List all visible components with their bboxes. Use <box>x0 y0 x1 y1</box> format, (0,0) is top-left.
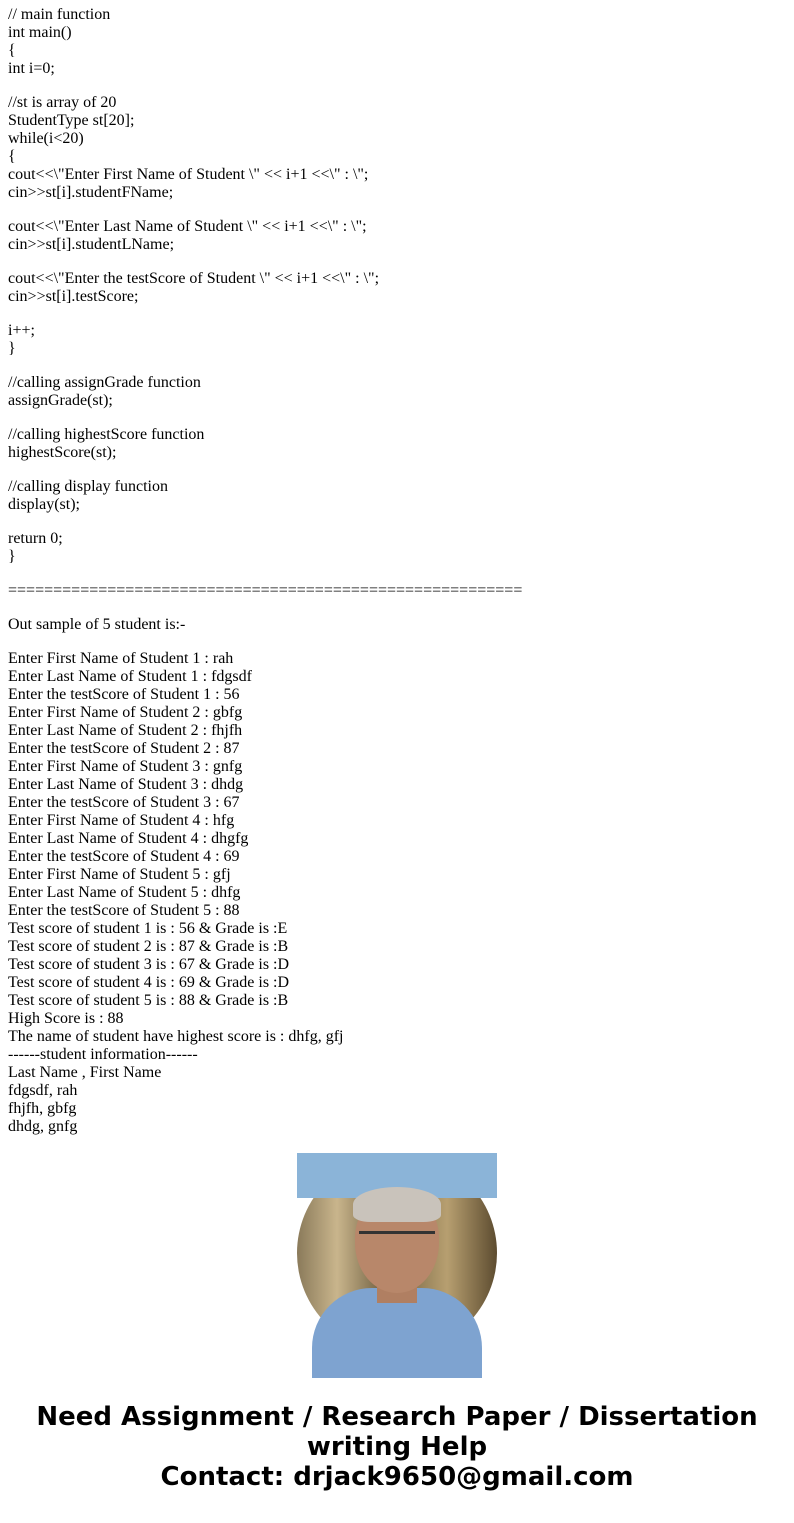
text-line: Enter First Name of Student 2 : gbfg <box>8 704 243 721</box>
paragraph <box>8 218 788 254</box>
text-line: i++; <box>8 322 35 339</box>
text-line: Test score of student 2 is : 87 & Grade is :B <box>8 938 289 955</box>
text-line: Test score of student 5 is : 88 & Grade is :B <box>8 992 289 1009</box>
text-line: Enter Last Name of Student 3 : dhdg <box>8 776 244 793</box>
text-line: ========================================================= <box>8 582 523 599</box>
document-text <box>8 6 788 1135</box>
paragraph <box>8 650 788 1136</box>
text-line: } <box>8 340 16 357</box>
text-line: { <box>8 148 16 165</box>
text-line: The name of student have highest score is : dhfg, gfj <box>8 1028 344 1045</box>
text-line: display(st); <box>8 496 80 513</box>
text-line: Test score of student 4 is : 69 & Grade is :D <box>8 974 290 991</box>
text-line: Enter Last Name of Student 2 : fhjfh <box>8 722 243 739</box>
text-line: //st is array of 20 <box>8 94 117 111</box>
text-line: fhjfh, gbfg <box>8 1100 77 1117</box>
text-line: Enter First Name of Student 5 : gfj <box>8 866 231 883</box>
text-line: { <box>8 42 16 59</box>
paragraph <box>8 270 788 306</box>
text-line: Enter Last Name of Student 5 : dhfg <box>8 884 241 901</box>
text-line: cin>>st[i].studentLName; <box>8 236 175 253</box>
text-line: Enter First Name of Student 1 : rah <box>8 650 234 667</box>
banner-line-2: writing Help <box>306 1432 488 1462</box>
text-line: cin>>st[i].testScore; <box>8 288 139 305</box>
text-line: cout<<\"Enter Last Name of Student \" << i+1 <<\" : \"; <box>8 218 367 235</box>
text-line: Enter Last Name of Student 4 : dhgfg <box>8 830 249 847</box>
text-line: highestScore(st); <box>8 444 117 461</box>
text-line: Last Name , First Name <box>8 1064 162 1081</box>
text-line: fdgsdf, rah <box>8 1082 78 1099</box>
paragraph <box>8 94 788 202</box>
text-line: //calling highestScore function <box>8 426 205 443</box>
contact-banner <box>0 1402 794 1492</box>
text-line: Enter Last Name of Student 1 : fdgsdf <box>8 668 252 685</box>
text-line: int i=0; <box>8 60 55 77</box>
text-line: High Score is : 88 <box>8 1010 124 1027</box>
text-line: //calling assignGrade function <box>8 374 201 391</box>
text-line: assignGrade(st); <box>8 392 113 409</box>
paragraph <box>8 582 788 600</box>
text-line: int main() <box>8 24 72 41</box>
paragraph <box>8 616 788 634</box>
paragraph <box>8 6 788 78</box>
glasses-icon <box>359 1231 435 1254</box>
text-line: Enter the testScore of Student 5 : 88 <box>8 902 240 919</box>
text-line: Enter the testScore of Student 4 : 69 <box>8 848 240 865</box>
paragraph <box>8 322 788 358</box>
text-line: cin>>st[i].studentFName; <box>8 184 174 201</box>
banner-line-1: Need Assignment / Research Paper / Dissertation <box>36 1402 758 1432</box>
text-line: cout<<\"Enter First Name of Student \" << i+1 <<\" : \"; <box>8 166 369 183</box>
paragraph <box>8 426 788 462</box>
author-photo <box>297 1153 497 1353</box>
text-line: Test score of student 1 is : 56 & Grade is :E <box>8 920 288 937</box>
text-line: ------student information------ <box>8 1046 198 1063</box>
text-line: return 0; <box>8 530 63 547</box>
paragraph <box>8 478 788 514</box>
banner-line-3: Contact: drjack9650@gmail.com <box>160 1462 634 1492</box>
text-line: Enter the testScore of Student 1 : 56 <box>8 686 240 703</box>
text-line: Out sample of 5 student is:- <box>8 616 186 633</box>
text-line: Test score of student 3 is : 67 & Grade is :D <box>8 956 290 973</box>
text-line: cout<<\"Enter the testScore of Student \" << i+1 <<\" : \"; <box>8 270 380 287</box>
text-line: Enter First Name of Student 4 : hfg <box>8 812 235 829</box>
text-line: //calling display function <box>8 478 168 495</box>
paragraph <box>8 530 788 566</box>
text-line: } <box>8 548 16 565</box>
text-line: StudentType st[20]; <box>8 112 135 129</box>
text-line: // main function <box>8 6 111 23</box>
text-line: Enter First Name of Student 3 : gnfg <box>8 758 243 775</box>
text-line: dhdg, gnfg <box>8 1118 78 1135</box>
paragraph <box>8 374 788 410</box>
text-line: Enter the testScore of Student 2 : 87 <box>8 740 240 757</box>
text-line: while(i<20) <box>8 130 84 147</box>
text-line: Enter the testScore of Student 3 : 67 <box>8 794 240 811</box>
